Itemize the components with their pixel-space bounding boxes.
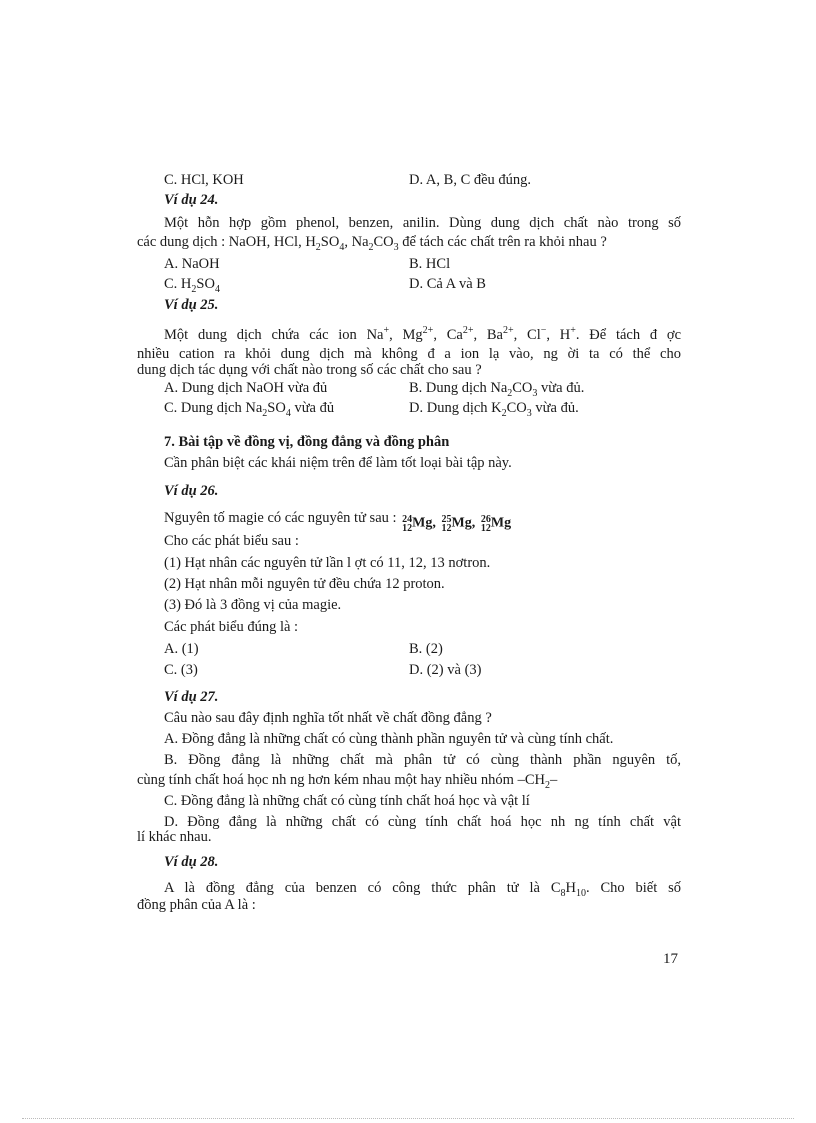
q24-option-d: D. Cả A và B bbox=[409, 276, 486, 292]
page-number: 17 bbox=[663, 951, 678, 967]
q27-option-d-line-1: D. Đồng đẳng là những chất có cùng tính chất hoá học nh ng tính chất vật bbox=[164, 814, 681, 830]
q27-question: Câu nào sau đây định nghĩa tốt nhất về chất đồng đẳng ? bbox=[164, 710, 492, 726]
q27-option-a: A. Đồng đẳng là những chất có cùng thành phần nguyên tử và cùng tính chất. bbox=[164, 731, 614, 747]
example-27-heading: Ví dụ 27. bbox=[164, 689, 219, 705]
section-7-heading: 7. Bài tập về đồng vị, đồng đẳng và đồng phân bbox=[164, 434, 450, 450]
q26-option-d: D. (2) và (3) bbox=[409, 662, 482, 678]
option-d-prev: D. A, B, C đều đúng. bbox=[409, 172, 532, 188]
isotope-mg-25: 25 12Mg, bbox=[441, 513, 476, 534]
q26-line-2: Cho các phát biểu sau : bbox=[164, 533, 299, 549]
q25-option-c: C. Dung dịch $Na_2SO_4$ vừa đủ bbox=[164, 400, 335, 419]
q27-option-d-line-2: lí khác nhau. bbox=[137, 829, 212, 845]
q24-line-1: Một hỗn hợp gồm phenol, benzen, anilin. Dùng dung dịch chất nào trong số bbox=[164, 215, 681, 231]
q26-intro: Nguyên tố magie có các nguyên tử sau : 24 12Mg, 25 12Mg, 26 12Mg bbox=[164, 510, 512, 534]
q28-line-1: A là đồng đẳng của benzen có công thức phân tử là $C_8H_{10}$. Cho biết số bbox=[164, 880, 682, 899]
example-26-heading: Ví dụ 26. bbox=[164, 483, 219, 499]
example-24-heading: Ví dụ 24. bbox=[164, 192, 219, 208]
q25-line-2: nhiều cation ra khỏi dung dịch mà không đ a ion lạ vào, ng ời ta có thể cho bbox=[137, 346, 681, 362]
q25-option-b: B. Dung dịch $Na_2CO_3$ vừa đủ. bbox=[409, 380, 585, 399]
q24-option-a: A. NaOH bbox=[164, 256, 220, 272]
q26-statement-3: (3) Đó là 3 đồng vị của magie. bbox=[164, 597, 342, 613]
q27-option-b-line-2: cùng tính chất hoá học nh ng hơn kém nhau một hay nhiều nhóm $-CH_2-$ bbox=[137, 772, 558, 791]
isotope-mg-24: 24 12Mg, bbox=[402, 513, 436, 534]
q26-option-a: A. (1) bbox=[164, 641, 199, 657]
q24-option-c: C. $H_2SO_4$ bbox=[164, 276, 220, 295]
q25-option-d: D. Dung dịch $K_2CO_3$ vừa đủ. bbox=[409, 400, 579, 419]
q28-line-2: đồng phân của A là : bbox=[137, 897, 256, 913]
example-28-heading: Ví dụ 28. bbox=[164, 854, 219, 870]
q26-statement-2: (2) Hạt nhân mỗi nguyên tử đều chứa 12 proton. bbox=[164, 576, 445, 592]
section-7-intro: Cần phân biệt các khái niệm trên để làm tốt loại bài tập này. bbox=[164, 455, 512, 471]
q25-line-3: dung dịch tác dụng với chất nào trong số các chất cho sau ? bbox=[137, 362, 482, 378]
q27-option-b-line-1: B. Đồng đẳng là những chất mà phân tử có cùng thành phần nguyên tố, bbox=[164, 752, 681, 768]
q24-option-b: B. HCl bbox=[409, 256, 451, 272]
bottom-divider bbox=[22, 1118, 794, 1119]
q25-line-1: Một dung dịch chứa các ion Na+, $Mg^{2+}$, $Ca^{2+}$, $Ba^{2+}$, Cl−, H+. Để tách đ ợc bbox=[164, 325, 682, 343]
q26-option-c: C. (3) bbox=[164, 662, 198, 678]
q26-statement-1: (1) Hạt nhân các nguyên tử lần l ợt có 11, 12, 13 nơtron. bbox=[164, 555, 491, 571]
q26-option-b: B. (2) bbox=[409, 641, 443, 657]
q26-ask: Các phát biểu đúng là : bbox=[164, 619, 299, 635]
example-25-heading: Ví dụ 25. bbox=[164, 297, 219, 313]
option-c-prev: C. HCl, KOH bbox=[164, 172, 244, 188]
q25-option-a: A. Dung dịch NaOH vừa đủ bbox=[164, 380, 328, 396]
isotope-mg-26: 26 12Mg bbox=[480, 513, 512, 534]
q27-option-c: C. Đồng đẳng là những chất có cùng tính chất hoá học và vật lí bbox=[164, 793, 530, 809]
q24-line-2: các dung dịch : NaOH, HCl, $H_2SO_4$, $Na_2CO_3$ để tách các chất trên ra khỏi nhau ? bbox=[137, 234, 607, 253]
